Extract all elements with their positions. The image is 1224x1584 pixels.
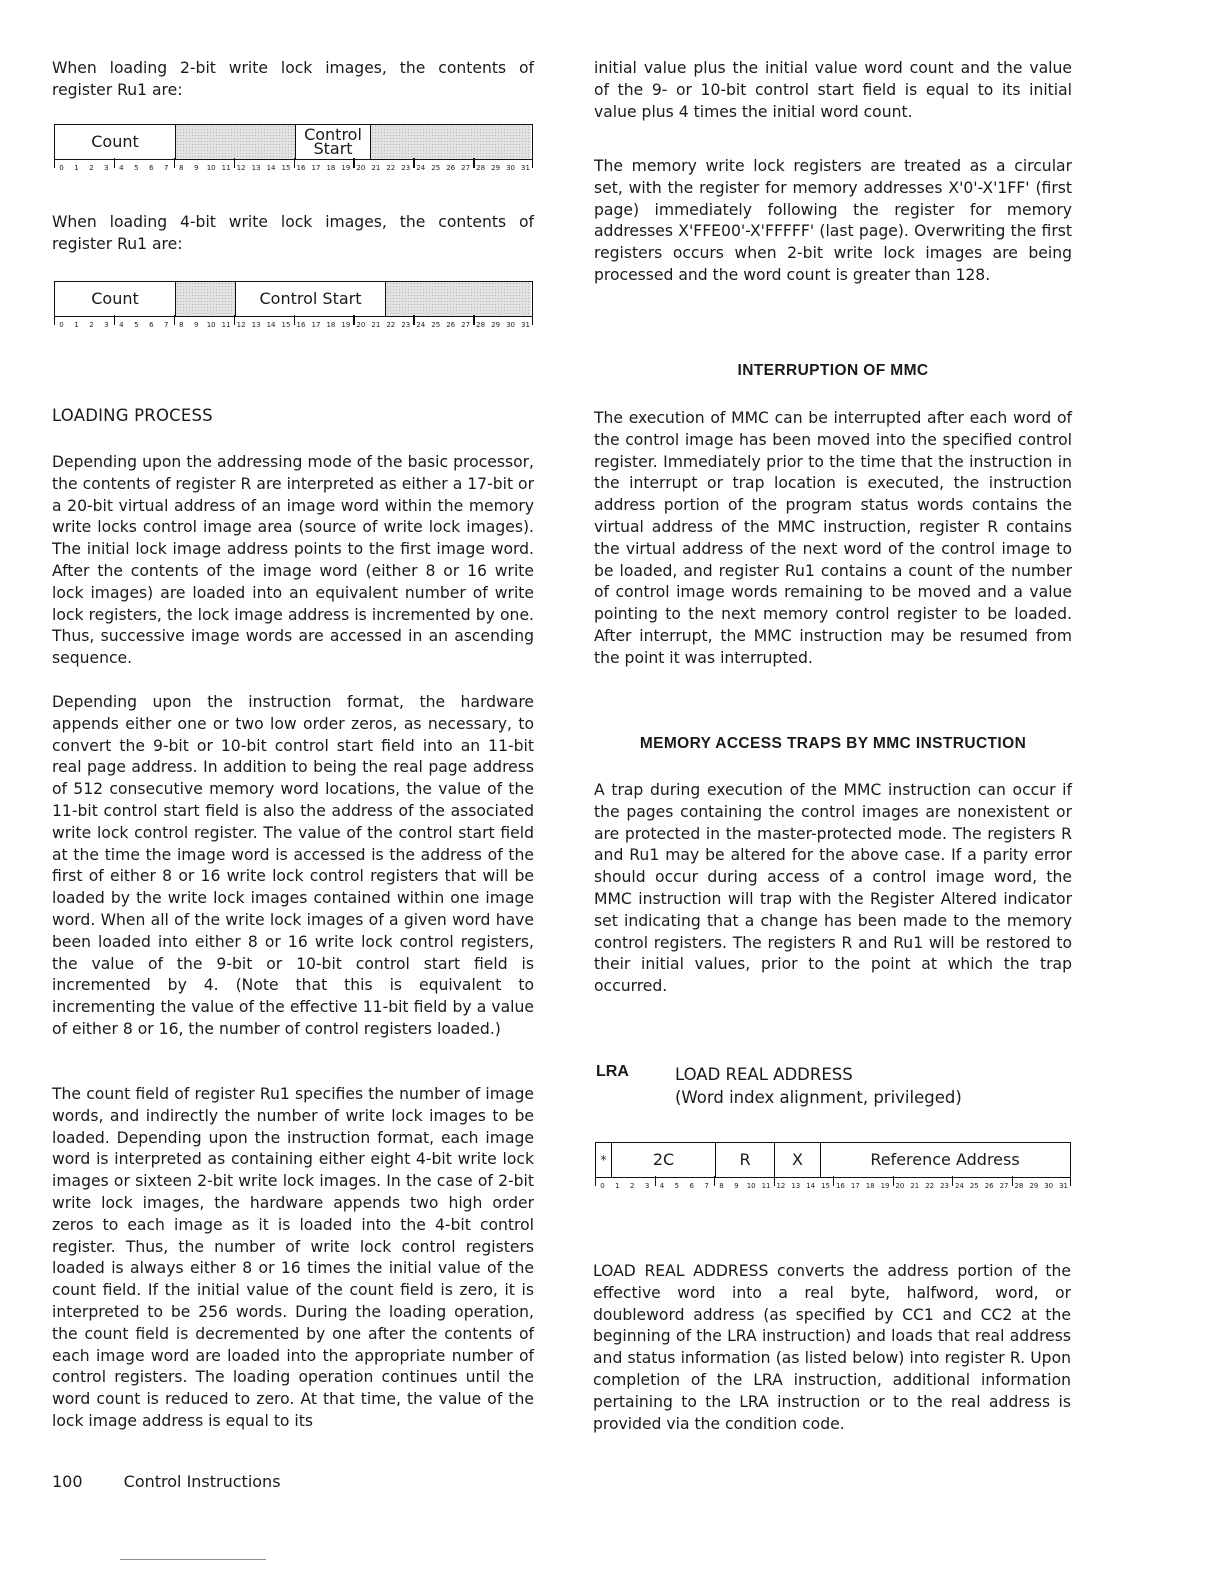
bit-number: 16 bbox=[296, 164, 306, 172]
bit-number: 23 bbox=[401, 164, 411, 172]
bit-number: 16 bbox=[835, 1182, 845, 1190]
bit-number: 0 bbox=[59, 164, 64, 172]
nibble-tick bbox=[893, 1176, 894, 1186]
bit-number: 18 bbox=[865, 1182, 875, 1190]
bit-number: 1 bbox=[615, 1182, 620, 1190]
bit-number: 22 bbox=[386, 321, 396, 329]
bit-number: 17 bbox=[850, 1182, 860, 1190]
bit-number: 25 bbox=[431, 321, 441, 329]
loading-process-paragraph-1: Depending upon the addressing mode of the basic processor, the contents of register R are interpreted as either a 17-bit or a 20-bit virtual address of an image word within the memory write locks control image area (source of write lock images). The initial lock image address points to the first image word. After the contents of the image word (either 8 or 16 write lock images) are loaded into an equivalent number of write lock registers, the lock image address is incremented by one. Thus, successive image words are accessed in an ascending sequence. bbox=[52, 453, 534, 668]
bit-number: 23 bbox=[401, 321, 411, 329]
bit-number: 12 bbox=[776, 1182, 786, 1190]
bit-number: 21 bbox=[371, 164, 381, 172]
bit-number: 7 bbox=[704, 1182, 709, 1190]
bit-number: 6 bbox=[689, 1182, 694, 1190]
nibble-tick bbox=[413, 158, 414, 168]
bit-number: 8 bbox=[179, 321, 184, 329]
nibble-tick bbox=[234, 158, 235, 168]
nibble-tick bbox=[174, 315, 175, 325]
intro-2bit-paragraph: When loading 2-bit write lock images, the contents of register Ru1 are: bbox=[52, 59, 534, 99]
loading-process-heading: LOADING PROCESS bbox=[52, 406, 213, 425]
bit-number: 9 bbox=[734, 1182, 739, 1190]
opcode-field: 2C bbox=[611, 1143, 715, 1177]
bit-number: 22 bbox=[386, 164, 396, 172]
r-field: R bbox=[715, 1143, 774, 1177]
reserved-field bbox=[175, 282, 235, 316]
bit-number: 1 bbox=[74, 164, 79, 172]
bit-number: 28 bbox=[1014, 1182, 1024, 1190]
bit-ruler bbox=[595, 1182, 1071, 1192]
bit-number: 31 bbox=[521, 164, 530, 172]
x-field: X bbox=[774, 1143, 820, 1177]
bit-number: 2 bbox=[89, 321, 94, 329]
nibble-tick bbox=[952, 1176, 953, 1186]
nibble-tick bbox=[413, 315, 414, 325]
bit-number: 7 bbox=[164, 164, 169, 172]
bit-ruler bbox=[54, 321, 533, 331]
bit-number: 30 bbox=[506, 164, 516, 172]
bit-number: 22 bbox=[925, 1182, 935, 1190]
bit-number: 26 bbox=[446, 164, 456, 172]
lra-format-diagram bbox=[595, 1142, 1071, 1178]
bit-number: 19 bbox=[341, 321, 351, 329]
nibble-tick bbox=[595, 1176, 596, 1186]
bit-number: 5 bbox=[134, 321, 139, 329]
nibble-tick bbox=[473, 315, 474, 325]
bit-number: 4 bbox=[119, 164, 124, 172]
instruction-note: (Word index alignment, privileged) bbox=[675, 1088, 962, 1107]
section-name: Control Instructions bbox=[123, 1472, 281, 1491]
bit-number: 12 bbox=[236, 164, 246, 172]
memory-access-traps-paragraph: A trap during execution of the MMC instruction can occur if the pages containing the control images are nonexistent or are protected in the master-protected mode. The registers R and Ru1 may be altered for the above case. If a parity error should occur during access of a control image word, the MMC instruction will trap with the Register Altered indicator set indicating that a change has been made to the memory control registers. The registers R and Ru1 will be restored to their initial values, prior to the point at which the trap occurred. bbox=[594, 781, 1072, 996]
bit-number: 11 bbox=[221, 164, 231, 172]
nibble-tick bbox=[655, 1176, 656, 1186]
bit-number: 9 bbox=[193, 321, 199, 329]
bit-number: 11 bbox=[761, 1182, 771, 1190]
reserved-field bbox=[370, 125, 531, 159]
bit-number: 19 bbox=[880, 1182, 890, 1190]
intro-4bit-paragraph: When loading 4-bit write lock images, the contents of register Ru1 are: bbox=[52, 213, 534, 253]
nibble-tick bbox=[1070, 1176, 1071, 1186]
bit-number: 18 bbox=[326, 164, 336, 172]
instruction-mnemonic: LRA bbox=[596, 1063, 629, 1080]
nibble-tick bbox=[294, 158, 295, 168]
reference-address-field: Reference Address bbox=[820, 1143, 1069, 1177]
nibble-tick bbox=[114, 158, 115, 168]
scan-artifact-line bbox=[120, 1559, 266, 1560]
bit-number: 29 bbox=[491, 164, 501, 172]
indirect-field: * bbox=[600, 1153, 607, 1167]
bit-number: 2 bbox=[89, 164, 94, 172]
bit-number: 13 bbox=[251, 164, 261, 172]
bit-number: 24 bbox=[416, 164, 426, 172]
bit-number: 3 bbox=[104, 321, 109, 329]
nibble-tick bbox=[353, 158, 354, 168]
instruction-name: LOAD REAL ADDRESS bbox=[675, 1065, 853, 1084]
nibble-tick bbox=[54, 315, 55, 325]
bit-number: 20 bbox=[895, 1182, 905, 1190]
nibble-tick bbox=[54, 158, 55, 168]
bit-number: 16 bbox=[296, 321, 306, 329]
bit-number: 28 bbox=[476, 164, 486, 172]
count-field: Count bbox=[91, 132, 139, 151]
nibble-tick bbox=[353, 315, 354, 325]
nibble-tick bbox=[532, 315, 533, 325]
circular-set-paragraph: The memory write lock registers are treated as a circular set, with the register for memory addresses X'0'-X'1FF' (first page) immediately following the register for memory addresses X'FFE00'-X'FFFFF' (last page). Overwriting the first registers occurs when 2-bit write lock images are being processed and the word count is greater than 128. bbox=[594, 157, 1072, 284]
bit-number: 1 bbox=[74, 321, 79, 329]
bit-number: 21 bbox=[910, 1182, 920, 1190]
bit-number: 3 bbox=[104, 164, 109, 172]
loading-process-paragraph-3: The count field of register Ru1 specifies the number of image words, and indirectly the number of write lock images to be loaded. Depending upon the instruction format, each image word is interpreted as containing either eight 4-bit write lock images or sixteen 2-bit write lock images. In the case of 2-bit write lock images, the hardware appends two high order zeros to each image as it is loaded into the 4-bit control register. Thus, the number of write lock control registers loaded is always either 8 or 16 times the initial value of the count field. If the initial value of the count field is zero, it is interpreted to be 256 words. During the loading operation, the count field is decremented by one after the contents of each image word are loaded into the appropriate number of control registers. The loading operation continues until the word count is reduced to zero. At that time, the value of the lock image address is equal to its bbox=[52, 1085, 534, 1430]
interruption-heading: INTERRUPTION OF MMC bbox=[737, 362, 929, 379]
bit-number: 5 bbox=[134, 164, 139, 172]
bit-number: 29 bbox=[1029, 1182, 1039, 1190]
bit-number: 26 bbox=[984, 1182, 994, 1190]
count-field: Count bbox=[91, 289, 139, 308]
bit-number: 0 bbox=[600, 1182, 605, 1190]
loading-process-paragraph-2: Depending upon the instruction format, the hardware appends either one or two low order zeros, as necessary, to convert the 9-bit or 10-bit control start field into an 11-bit real page address. In addition to being the real page address of 512 consecutive memory word locations, the value of the 11-bit control start field is also the address of the associated write lock control register. The value of the control start field at the time the image word is accessed is the address of the first of either 8 or 16 write lock control registers that will be loaded by the write lock images contained within one image word. When all of the write lock images of a given word have been loaded into either 8 or 16 write lock control registers, the value of the 9-bit or 10-bit control start field is incremented by 4. (Note that this is equivalent to incrementing the value of the effective 11-bit field by a value of either 8 or 16, the number of control registers loaded.) bbox=[52, 693, 534, 1038]
bit-number: 26 bbox=[446, 321, 456, 329]
bit-number: 5 bbox=[674, 1182, 680, 1190]
nibble-tick bbox=[714, 1176, 715, 1186]
memory-access-traps-heading: MEMORY ACCESS TRAPS BY MMC INSTRUCTION bbox=[639, 735, 1027, 752]
nibble-tick bbox=[1012, 1176, 1013, 1186]
nibble-tick bbox=[473, 158, 474, 168]
bit-number: 27 bbox=[461, 164, 471, 172]
bit-number: 9 bbox=[193, 164, 199, 172]
bit-number: 7 bbox=[164, 321, 169, 329]
bit-number: 25 bbox=[431, 164, 441, 172]
nibble-tick bbox=[234, 315, 235, 325]
bit-number: 14 bbox=[266, 164, 276, 172]
bit-number: 0 bbox=[59, 321, 64, 329]
bit-number: 17 bbox=[311, 164, 321, 172]
nibble-tick bbox=[833, 1176, 834, 1186]
bit-number: 13 bbox=[791, 1182, 801, 1190]
bit-number: 15 bbox=[821, 1182, 831, 1190]
bit-number: 4 bbox=[119, 321, 124, 329]
bit-number: 15 bbox=[281, 164, 291, 172]
bit-number: 10 bbox=[206, 321, 216, 329]
bit-number: 12 bbox=[236, 321, 246, 329]
instruction-title bbox=[675, 1063, 962, 1109]
bit-number: 28 bbox=[476, 321, 486, 329]
control-start-field: Control Start bbox=[235, 282, 385, 316]
bit-number: 27 bbox=[461, 321, 471, 329]
page-footer bbox=[52, 1472, 281, 1491]
bit-number: 15 bbox=[281, 321, 291, 329]
bit-ruler bbox=[54, 164, 533, 174]
nibble-tick bbox=[294, 315, 295, 325]
bit-number: 25 bbox=[969, 1182, 979, 1190]
control-start-field: Control Start bbox=[295, 125, 370, 159]
bit-number: 3 bbox=[644, 1182, 650, 1190]
bit-number: 4 bbox=[659, 1182, 665, 1190]
bit-number: 31 bbox=[521, 321, 530, 329]
bit-number: 31 bbox=[1059, 1182, 1069, 1190]
nibble-tick bbox=[774, 1176, 775, 1186]
bit-number: 18 bbox=[326, 321, 336, 329]
bit-number: 27 bbox=[999, 1182, 1009, 1190]
reserved-field bbox=[175, 125, 295, 159]
bit-number: 20 bbox=[356, 164, 366, 172]
bit-number: 13 bbox=[251, 321, 261, 329]
bit-number: 17 bbox=[311, 321, 321, 329]
format-4bit-diagram bbox=[54, 281, 533, 317]
lra-description-paragraph: LOAD REAL ADDRESS converts the address portion of the effective word into a real byte, halfword, word, or doubleword address (as specified by CC1 and CC2 at the beginning of the LRA instruction) and loads that real address and status information (as listed below) into register R. Upon completion of the LRA instruction, additional information pertaining to the LRA instruction or to the real address is provided via the condition code. bbox=[593, 1262, 1071, 1433]
bit-number: 20 bbox=[356, 321, 366, 329]
continued-paragraph: initial value plus the initial value word count and the value of the 9- or 10-bit control start field is equal to its initial value plus 4 times the initial word count. bbox=[594, 59, 1072, 121]
format-2bit-diagram bbox=[54, 124, 533, 160]
bit-number: 14 bbox=[806, 1182, 816, 1190]
bit-number: 10 bbox=[746, 1182, 756, 1190]
bit-number: 8 bbox=[179, 164, 184, 172]
bit-number: 6 bbox=[149, 321, 154, 329]
bit-number: 23 bbox=[940, 1182, 950, 1190]
bit-number: 8 bbox=[719, 1182, 724, 1190]
bit-number: 10 bbox=[206, 164, 216, 172]
bit-number: 24 bbox=[954, 1182, 964, 1190]
bit-number: 30 bbox=[1044, 1182, 1054, 1190]
reserved-field bbox=[385, 282, 531, 316]
interruption-paragraph: The execution of MMC can be interrupted after each word of the control image has been moved into the specified control register. Immediately prior to the time that the instruction in the interrupt or trap location is executed, the instruction address portion of the program status words contains the virtual address of the MMC instruction, register R contains the virtual address of the next word of the control image to be loaded, and register Ru1 contains a count of the number of control image words remaining to be moved and a value pointing to the next memory control register to be loaded. After interrupt, the MMC instruction may be resumed from the point it was interrupted. bbox=[594, 409, 1072, 667]
bit-number: 11 bbox=[221, 321, 231, 329]
bit-number: 6 bbox=[149, 164, 154, 172]
bit-number: 21 bbox=[371, 321, 381, 329]
nibble-tick bbox=[114, 315, 115, 325]
bit-number: 2 bbox=[629, 1182, 635, 1190]
nibble-tick bbox=[174, 158, 175, 168]
bit-number: 30 bbox=[506, 321, 516, 329]
bit-number: 24 bbox=[416, 321, 426, 329]
bit-number: 19 bbox=[341, 164, 351, 172]
bit-number: 14 bbox=[266, 321, 276, 329]
page-number: 100 bbox=[52, 1472, 83, 1491]
bit-number: 29 bbox=[491, 321, 501, 329]
nibble-tick bbox=[532, 158, 533, 168]
